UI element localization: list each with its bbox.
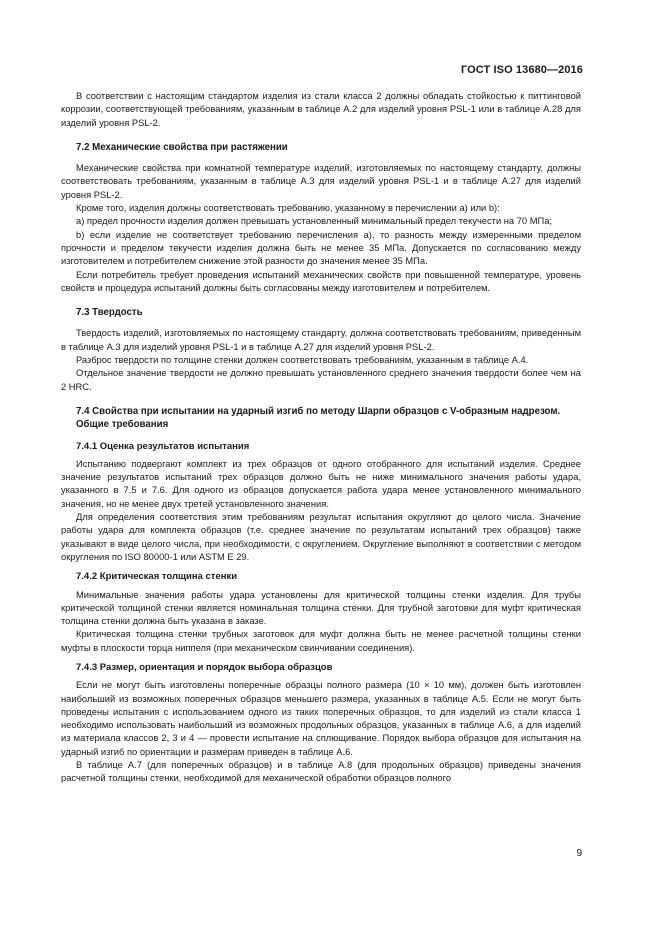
- paragraph: b) если изделие не соответствует требованию перечисления а), то разность между измеренными пределом прочности и пределом текучести изделия должна быть не менее 35 МПа. Допускается по согласованию между изготовителем и потребителем снижение этой разности до значения менее 35 МПа.: [61, 229, 581, 267]
- subsection-heading: 7.4.1 Оценка результатов испытания: [76, 440, 250, 452]
- paragraph: Механические свойства при комнатной температуре изделий, изготовляемых по настоящему стандарту, должны соответствовать требованиям, указанным в таблице А.3 для изделий уровня PSL-1 и в таблице А.27 для изделий уровня PSL-2.: [61, 163, 581, 200]
- section-heading: 7.2 Механические свойства при растяжении: [76, 141, 288, 153]
- paragraph: Разброс твердости по толщине стенки должен соответствовать требованиям, указанным в таблице А.4.: [76, 355, 529, 366]
- page-number: 9: [576, 848, 582, 859]
- paragraph: В соответствии с настоящим стандартом изделия из стали класса 2 должны обладать стойкостью к питтинговой коррозии, соответствующей требованиям, указанным в таблице А.2 для изделий уровня PSL-1 или в таблице А.28 для изделий уровня PSL-2.: [61, 91, 581, 128]
- paragraph: Отдельное значение твердости не должно превышать установленного среднего значения твердости более чем на 2 HRC.: [61, 368, 581, 392]
- section-heading: 7.4 Свойства при испытании на ударный изгиб по методу Шарпи образцов с V-образным надрезом. Общие требования: [76, 405, 561, 431]
- paragraph: а) предел прочности изделия должен превышать установленный минимальный предел текучести на 70 МПа;: [76, 216, 553, 227]
- paragraph: Твердость изделий, изготовляемых по настоящему стандарту, должна соответствовать требованиям, приведенным в таблице А.3 для изделий уровня PSL-1 и в таблице А.27 для изделий уровня PSL-2.: [61, 328, 581, 352]
- paragraph: Кроме того, изделия должны соответствовать требованию, указанному в перечислении а) или b):: [76, 203, 500, 214]
- subsection-heading: 7.4.3 Размер, ориентация и порядок выбора образцов: [76, 661, 333, 673]
- paragraph: Для определения соответствия этим требованиям результат испытания округляют до целого числа. Значение работы удара для комплекта образцов (т.е. среднее значение по результатам испытаний трех образцов) также указывают в виде целого числа, при необходимости, с округлением. Округление выполняют в соответствии с методом округления по ISO 80000-1 или ASTM E 29.: [61, 512, 581, 562]
- paragraph: Минимальные значения работы удара установлены для критической толщины стенки изделия. Для трубы критической толщиной стенки является номинальная толщина стенки. Для трубной заготовки для муфт критическая толщина стенки должна быть указана в заказе.: [61, 589, 581, 627]
- document-body: [61, 90, 581, 786]
- subsection-heading: 7.4.2 Критическая толщина стенки: [76, 571, 238, 583]
- document-header: ГОСТ ISO 13680—2016: [460, 64, 583, 76]
- paragraph: Если не могут быть изготовлены поперечные образцы полного размера (10 × 10 мм), должен быть изготовлен наибольший из возможных поперечных образцов меньшего размера, указанных в таблице А.5. Если не могут быть проведены испытания с использованием одного из таких поперечных образцов, то для изделий из стали класса 1 необходимо использовать наибольший из возможных продольных образцов, указанных в таблице А.6, а для изделий из материала классов 2, 3 и 4 — провести испытание на сплющивание. Порядок выбора образцов для испытания на ударный изгиб по ориентации и размерам приведен в таблице А.6.: [61, 680, 581, 757]
- paragraph: В таблице А.7 (для поперечных образцов) и в таблице А.8 (для продольных образцов) приведены значения расчетной толщины стенки, необходимой для механической обработки образцов полного: [61, 760, 581, 784]
- section-heading: 7.3 Твердость: [76, 307, 143, 319]
- paragraph: Критическая толщина стенки трубных заготовок для муфт должна быть не менее расчетной толщины стенки муфты в плоскости торца ниппеля (при механическом свинчивании соединения).: [61, 629, 581, 653]
- paragraph: Если потребитель требует проведения испытаний механических свойств при повышенной температуре, уровень свойств и процедура испытаний должны быть согласованы между изготовителем и потребителем.: [61, 269, 581, 293]
- paragraph: Испытанию подвергают комплект из трех образцов от одного отобранного для испытаний изделия. Среднее значение результатов испытаний трех образцов должно быть не ниже минимального значения работы удара, указанного в 7.5 и 7.6. Для одного из образцов допускается работа удара менее установленного минимального значения, но не менее двух третей установленного значения.: [61, 458, 581, 509]
